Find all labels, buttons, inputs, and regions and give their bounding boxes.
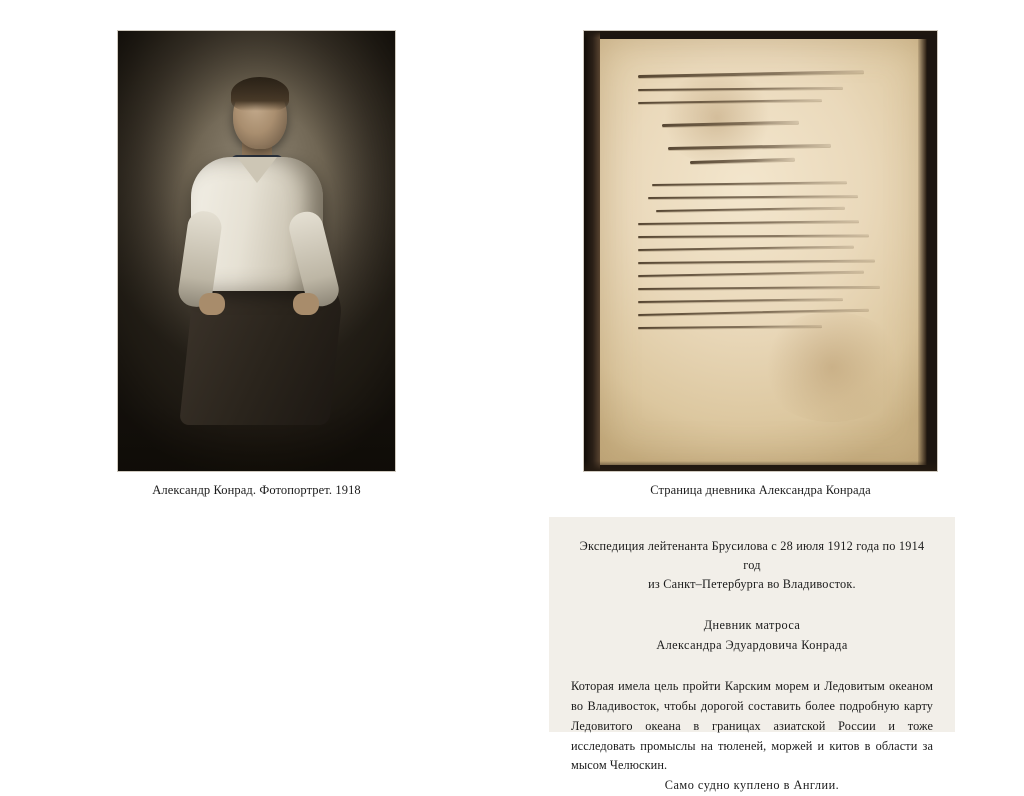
transcript-heading-line-2: из Санкт–Петербурга во Владивосток.	[648, 577, 856, 592]
ink-line	[690, 158, 795, 164]
sailor-collar	[237, 157, 277, 183]
ink-line	[638, 309, 869, 316]
page-edge-top	[584, 31, 937, 38]
ink-line	[638, 260, 875, 264]
diary-paper	[598, 39, 927, 465]
ink-line	[638, 99, 822, 104]
ink-line	[656, 207, 845, 212]
ink-line	[638, 246, 854, 251]
transcript-subtitle	[571, 616, 933, 655]
notebook-spine	[584, 31, 600, 471]
transcript-heading	[571, 537, 933, 594]
ink-line	[668, 144, 831, 150]
diary-caption: Страница дневника Александра Конрада	[650, 483, 871, 497]
diary-block	[583, 30, 938, 498]
ink-line	[638, 298, 843, 303]
figure-hand-left	[199, 293, 225, 315]
ink-line	[652, 181, 847, 186]
page-edge-right	[918, 39, 927, 465]
ink-line	[638, 220, 859, 225]
transcript-body-text: Которая имела цель пройти Карским морем и Ледовитым океаном во Владивосток, чтобы дорогой составить более подробную карту Ледовитого океана в границах азиатской России и тоже исследовать промыслы на тюленей, моржей и китов в области за мысом Челюскин.	[571, 679, 933, 773]
ink-line	[638, 271, 864, 277]
diary-page-scan	[583, 30, 938, 472]
transcript-body-last-line: Само судно куплено в Англии.	[664, 777, 840, 792]
ink-line	[638, 87, 843, 91]
handwriting-lines	[638, 75, 901, 441]
transcript-subtitle-line-1: Дневник матроса	[703, 618, 801, 633]
ink-line	[638, 70, 864, 78]
portrait-block	[117, 30, 396, 498]
ink-line	[662, 121, 799, 127]
portrait-photograph	[117, 30, 396, 472]
page-edge-bottom	[584, 461, 937, 471]
ink-line	[638, 234, 869, 238]
ink-line	[648, 195, 858, 199]
transcript-heading-line-1: Экспедиция лейтенанта Брусилова с 28 июля 1912 года по 1914 год	[579, 539, 925, 573]
ink-line	[638, 286, 880, 290]
ink-line	[638, 325, 822, 329]
transcript-body	[571, 677, 933, 795]
transcript-subtitle-line-2: Александра Эдуардовича Конрада	[656, 637, 848, 652]
figure-hand-right	[293, 293, 319, 315]
portrait-caption: Александр Конрад. Фотопортрет. 1918	[152, 483, 361, 497]
transcript-panel	[549, 517, 955, 792]
